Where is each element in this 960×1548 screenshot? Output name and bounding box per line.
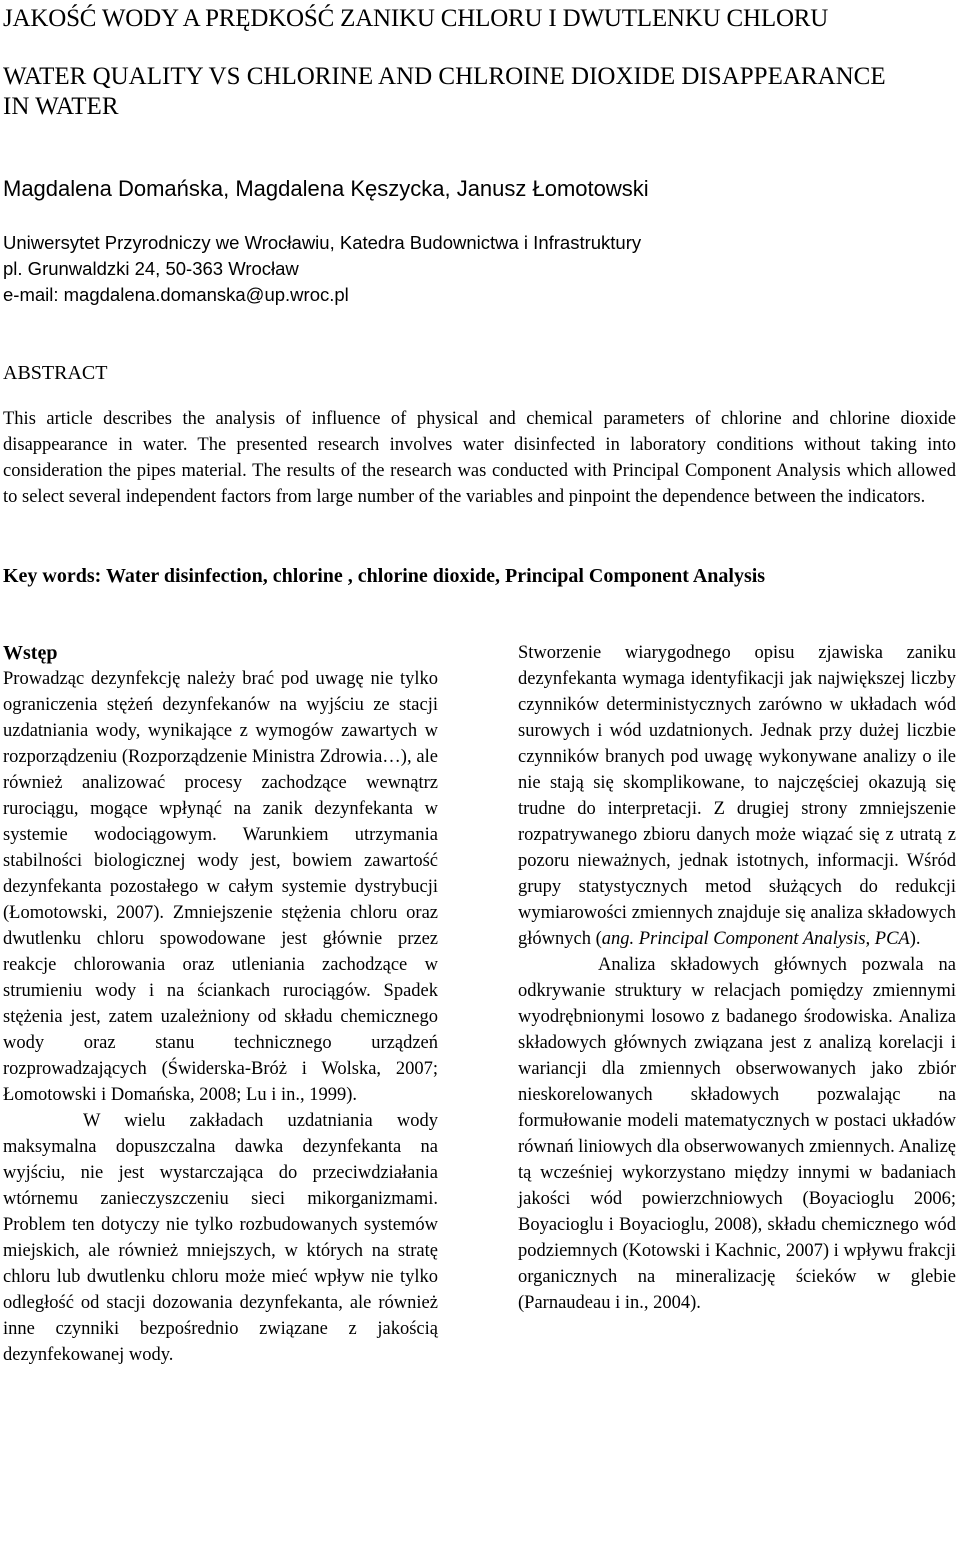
left-column — [3, 640, 438, 1368]
intro-paragraph-3-text: Stworzenie wiarygodnego opisu zjawiska zaniku dezynfekanta wymaga identyfikacji jak największej liczby czynników deterministycznych zarówno w układach wód surowych i wód uzdatnionych. Jednak przy dużej liczbie czynników branych pod uwagę wykonywane analizy o ile nie stają się skomplikowane, to najczęściej okazują się trudne do interpretacji. Z drugiej strony zmniejszenie rozpatrywanego zbioru danych może wiązać się z utratą z pozoru nieważnych, jednak istotnych, informacji. Wśród grupy statystycznych metod służących do redukcji wymiarowości zmiennych znajduje się analiza składowych głównych ( — [518, 643, 956, 949]
intro-paragraph-4: Analiza składowych głównych pozwala na odkrywanie struktury w relacjach pomiędzy zmiennymi wyodrębnionymi losowo z badanego środowiska. Analiza składowych głównych związana jest z analizą korelacji i wariancji dla zmiennych obserwowanych jako zbiór nieskorelowanych składowych pozwalając na formułowanie modeli matematycznych w postaci układów równań liniowych dla obserwowanych zmiennych. Analizę tą wcześniej wykorzystano między innymi w badaniach jakości wód powierzchniowych (Boyacioglu 2006; Boyacioglu i Boyacioglu, 2008), składu chemicznego wód podziemnych (Kotowski i Kachnic, 2007) i wpływu frakcji organicznych na mineralizację ścieków w glebie (Parnaudeau i in., 2004). — [518, 955, 956, 1313]
keywords: Key words: Water disinfection, chlorine , chlorine dioxide, Principal Component Analysis — [3, 565, 766, 587]
right-column — [518, 640, 956, 1316]
intro-paragraph-3 — [518, 640, 956, 952]
intro-paragraph-3-end: ). — [909, 929, 921, 949]
section-heading-intro: Wstęp — [3, 642, 58, 664]
authors: Magdalena Domańska, Magdalena Kęszycka, Janusz Łomotowski — [3, 176, 649, 201]
email: e-mail: magdalena.domanska@up.wroc.pl — [3, 284, 349, 305]
institution: Uniwersytet Przyrodniczy we Wrocławiu, Katedra Budownictwa i Infrastruktury — [3, 232, 642, 253]
affiliation — [3, 230, 641, 308]
abstract-text: This article describes the analysis of influence of physical and chemical parameters of chlorine and chlorine dioxide disappearance in water. The presented research involves water disinfected in laboratory conditions without taking into consideration the pipes material. The results of the research was conducted with Principal Component Analysis which allowed to select several independent factors from large number of the variables and pinpoint the dependence between the indicators. — [3, 409, 956, 507]
title-polish: JAKOŚĆ WODY A PRĘDKOŚĆ ZANIKU CHLORU I DWUTLENKU CHLORU — [3, 5, 829, 32]
intro-paragraph-1: Prowadząc dezynfekcję należy brać pod uwagę nie tylko ograniczenia stężeń dezynfekanów na wyjściu ze stacji uzdatniania wody, wynikające z wymogów zawartych w rozporządzeniu (Rozporządzenie Ministra Zdrowia…), ale również analizować procesy zachodzące wewnątrz rurociągu, mogące wpłynąć na zanik dezynfekanta w systemie wodociągowym. Warunkiem utrzymania stabilności biologicznej wody jest, bowiem zawartość dezynfekanta pozostałego w całym systemie dystrybucji (Łomotowski, 2007). Zmniejszenie stężenia chloru oraz dwutlenku chloru spowodowane jest głównie przez reakcje chlorowania oraz utleniania zachodzące w strumieniu wody i na ściankach rurociągów. Spadek stężenia jest, zatem uzależniony od składu chemicznego wody oraz stanu technicznego urządzeń rozprowadzających (Świderska-Bróż i Wolska, 2007; Łomotowski i Domańska, 2008; Lu i in., 1999). — [3, 669, 438, 1105]
pca-term: ang. Principal Component Analysis, PCA — [601, 929, 910, 949]
address: pl. Grunwaldzki 24, 50-363 Wrocław — [3, 258, 299, 279]
intro-paragraph-2: W wielu zakładach uzdatniania wody maksymalna dopuszczalna dawka dezynfekanta na wyjściu, nie jest wystarczająca do przeciwdziałania wtórnemu zanieczyszczeniu sieci mikorganizmami. Problem ten dotyczy nie tylko rozbudowanych systemów miejskich, ale również mniejszych, w których na stratę chloru lub dwutlenku chloru może mieć wpływ nie tylko odległość od stacji dozowania dezynfekanta, ale również inne czynniki bezpośrednio związane z jakością dezynfekowanej wody. — [3, 1111, 438, 1365]
abstract-heading: ABSTRACT — [3, 362, 108, 384]
title-english: WATER QUALITY VS CHLORINE AND CHLROINE DIOXIDE DISAPPEARANCE IN WATER — [3, 63, 886, 120]
